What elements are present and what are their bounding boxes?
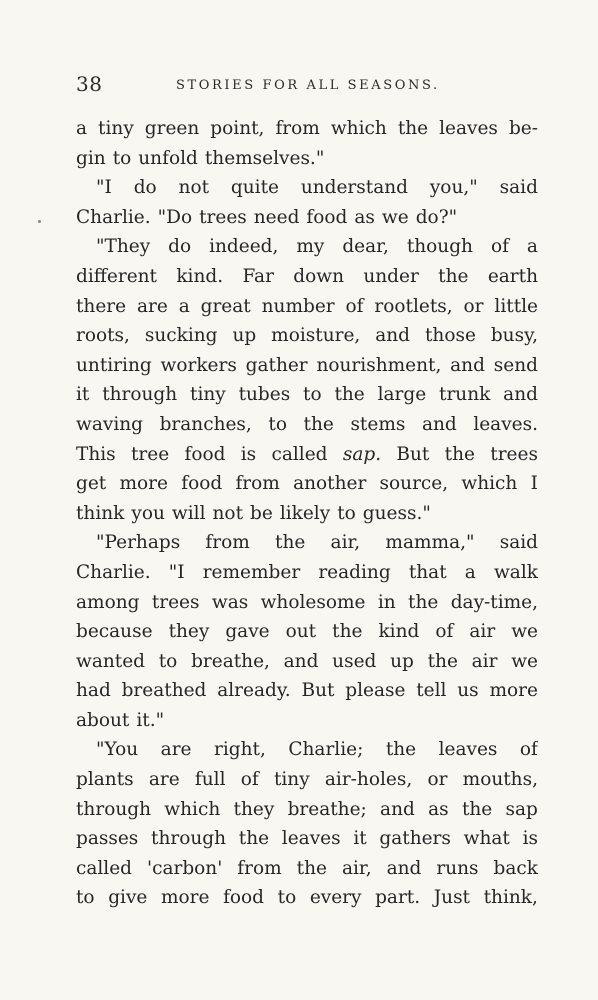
word: from: [237, 857, 282, 879]
word: used: [332, 650, 377, 672]
word: full: [194, 769, 226, 791]
text-line: [76, 440, 538, 470]
word: give: [108, 887, 148, 909]
text-line: [76, 321, 538, 351]
word: tell: [416, 680, 447, 702]
word: "They: [96, 236, 151, 258]
word: the: [334, 384, 365, 406]
word: earth: [487, 265, 538, 287]
word: remember: [202, 561, 301, 583]
word: to: [112, 147, 132, 169]
word: guess.": [362, 502, 431, 524]
word: the: [385, 739, 417, 761]
word: air-holes,: [324, 769, 413, 791]
word: about: [76, 709, 130, 731]
word: trunk: [439, 384, 491, 406]
word: Just: [433, 887, 470, 909]
word: nourishment,: [316, 354, 442, 376]
text-line: [76, 824, 538, 854]
word: to: [277, 887, 297, 909]
word: mouths,: [462, 769, 538, 791]
word: Charlie.: [76, 206, 151, 228]
word: called: [76, 857, 133, 879]
word: more: [119, 473, 168, 495]
word: great: [200, 295, 251, 317]
word: food: [181, 473, 223, 495]
page-number: 38: [76, 72, 103, 96]
word: passes: [76, 828, 139, 850]
word: rootlets,: [374, 295, 453, 317]
word: air: [471, 650, 498, 672]
text-line: [76, 706, 538, 736]
word: branches,: [159, 413, 252, 435]
word: waving: [76, 413, 143, 435]
text-line: [76, 795, 538, 825]
word: runs: [436, 857, 479, 879]
word: air: [469, 621, 496, 643]
word: of: [519, 739, 538, 761]
word: down: [293, 265, 344, 287]
word: will: [171, 502, 206, 524]
word: mamma,": [385, 532, 475, 554]
word: stems: [350, 413, 406, 435]
word: breathe,: [191, 650, 270, 672]
word: point,: [210, 118, 265, 139]
word: 'carbon': [147, 857, 223, 879]
word: kind: [378, 621, 420, 643]
word: a: [178, 295, 190, 317]
word: a: [76, 118, 88, 139]
word: be: [250, 502, 273, 524]
word: green: [144, 118, 200, 139]
word: to: [158, 650, 178, 672]
word: there: [76, 295, 127, 317]
word: through: [151, 828, 227, 850]
word: my: [296, 236, 325, 258]
word: "I: [96, 177, 112, 199]
word: wholesome: [260, 591, 366, 613]
word: send: [493, 354, 538, 376]
word: said: [499, 177, 538, 199]
word: it: [353, 828, 367, 850]
word: breathe;: [287, 798, 367, 820]
word: tiny: [98, 118, 134, 139]
word: the: [438, 265, 469, 287]
word: what: [463, 828, 510, 850]
word: in: [377, 591, 396, 613]
word: back: [493, 857, 538, 879]
word: But: [396, 443, 430, 465]
word: different: [76, 265, 157, 287]
text-line: [76, 588, 538, 618]
word: it.": [136, 709, 165, 731]
word: or: [427, 769, 448, 791]
body-text: [76, 114, 538, 913]
word: through: [102, 384, 178, 406]
word: trees: [199, 206, 247, 228]
word: leaves: [281, 828, 341, 850]
word: and: [450, 354, 485, 376]
word: leaves.: [473, 413, 538, 435]
text-line: [76, 144, 538, 174]
text-line: [76, 410, 538, 440]
word: food: [306, 206, 348, 228]
word: the: [408, 591, 439, 613]
word: gin: [76, 147, 106, 169]
word: those: [424, 325, 476, 347]
word: the: [275, 532, 306, 554]
word: more: [160, 887, 210, 909]
word: the: [444, 443, 475, 465]
word: Far: [242, 265, 274, 287]
word: busy,: [490, 325, 538, 347]
word: which: [461, 473, 518, 495]
word: and: [503, 384, 538, 406]
word: quite: [230, 177, 279, 199]
word: sucking: [144, 325, 218, 347]
word: walk: [493, 561, 538, 583]
word: is: [522, 828, 538, 850]
word: leaves: [438, 739, 498, 761]
word: through: [76, 798, 152, 820]
word: the: [296, 857, 327, 879]
word: had: [76, 680, 111, 702]
word: need: [253, 206, 300, 228]
word: do?": [415, 206, 458, 228]
word: tiny: [190, 384, 226, 406]
word: "You: [96, 739, 139, 761]
word: air,: [341, 857, 372, 879]
text-line: [76, 558, 538, 588]
word: as: [354, 206, 375, 228]
word: "Do: [157, 206, 193, 228]
text-line: [76, 676, 538, 706]
word: you,": [429, 177, 478, 199]
word: Charlie;: [288, 739, 364, 761]
word: wanted: [76, 650, 146, 672]
word: which: [330, 118, 387, 139]
word: every: [309, 887, 362, 909]
word: sap.: [342, 443, 382, 465]
word: to: [268, 413, 287, 435]
word: us: [457, 680, 479, 702]
word: the: [238, 828, 270, 850]
word: was: [211, 591, 249, 613]
word: kind.: [176, 265, 224, 287]
text-line: [76, 883, 538, 913]
word: number: [261, 295, 335, 317]
word: of: [345, 295, 364, 317]
text-line: [76, 735, 538, 765]
word: the: [461, 798, 493, 820]
word: source,: [379, 473, 449, 495]
word: to: [76, 887, 95, 909]
word: tiny: [273, 769, 310, 791]
word: are: [136, 295, 168, 317]
word: roots,: [76, 325, 130, 347]
word: and: [380, 798, 415, 820]
text-line: [76, 262, 538, 292]
word: not: [178, 177, 210, 199]
text-line: [76, 351, 538, 381]
word: workers: [160, 354, 237, 376]
word: themselves.": [204, 147, 325, 169]
word: up: [232, 325, 257, 347]
word: day-time,: [450, 591, 538, 613]
page-header: [76, 72, 538, 102]
word: food: [184, 443, 226, 465]
word: large: [377, 384, 427, 406]
text-line: [76, 617, 538, 647]
word: air,: [330, 532, 361, 554]
word: among: [76, 591, 140, 613]
word: though: [406, 236, 473, 258]
word: tubes: [238, 384, 291, 406]
word: are: [160, 739, 192, 761]
word: not: [212, 502, 244, 524]
text-line: [76, 499, 538, 529]
word: think: [76, 502, 125, 524]
word: we: [381, 206, 409, 228]
word: you: [131, 502, 165, 524]
word: and: [283, 650, 319, 672]
word: tree: [130, 443, 170, 465]
word: untiring: [76, 354, 152, 376]
word: be-: [508, 118, 538, 139]
word: reading: [318, 561, 391, 583]
word: to: [303, 384, 322, 406]
word: gather: [245, 354, 308, 376]
word: please: [345, 680, 406, 702]
word: moisture,: [271, 325, 361, 347]
word: gave: [225, 621, 270, 643]
word: as: [428, 798, 449, 820]
text-line: [76, 854, 538, 884]
word: I: [530, 473, 538, 495]
text-line: [76, 647, 538, 677]
word: under: [363, 265, 419, 287]
word: likely: [279, 502, 331, 524]
text-line: [76, 292, 538, 322]
word: the: [332, 621, 363, 643]
margin-speck: [38, 220, 41, 223]
text-line: [76, 232, 538, 262]
running-head: STORIES FOR ALL SEASONS.: [176, 78, 440, 93]
word: gathers: [379, 828, 451, 850]
word: the: [397, 118, 429, 139]
word: leaves: [439, 118, 498, 139]
word: because: [76, 621, 153, 643]
text-line: [76, 469, 538, 499]
word: "Perhaps: [96, 532, 181, 554]
word: and: [421, 413, 457, 435]
word: we: [511, 621, 538, 643]
word: breathed: [121, 680, 207, 702]
word: from: [275, 118, 320, 139]
word: dear,: [342, 236, 389, 258]
word: more: [489, 680, 538, 702]
word: which: [164, 798, 221, 820]
word: out: [285, 621, 317, 643]
word: a: [464, 561, 476, 583]
word: food: [223, 887, 265, 909]
word: of: [490, 236, 509, 258]
word: do: [168, 236, 192, 258]
text-line: [76, 173, 538, 203]
word: and: [386, 857, 422, 879]
word: unfold: [138, 147, 198, 169]
word: part.: [375, 887, 421, 909]
word: or: [463, 295, 484, 317]
word: from: [205, 532, 250, 554]
word: trees: [151, 591, 200, 613]
word: the: [303, 413, 334, 435]
word: sap: [505, 798, 538, 820]
text-line: [76, 528, 538, 558]
word: But: [301, 680, 335, 702]
text-line: [76, 765, 538, 795]
text-line: [76, 380, 538, 410]
word: to: [337, 502, 356, 524]
word: said: [499, 532, 538, 554]
word: they: [233, 798, 275, 820]
word: "I: [168, 561, 185, 583]
word: already.: [217, 680, 291, 702]
word: another: [293, 473, 367, 495]
word: that: [408, 561, 447, 583]
word: are: [148, 769, 180, 791]
word: think,: [483, 887, 538, 909]
word: get: [76, 473, 107, 495]
word: right,: [214, 739, 266, 761]
text-line: [76, 203, 538, 233]
word: This: [76, 443, 116, 465]
word: from: [235, 473, 280, 495]
word: trees: [490, 443, 538, 465]
word: do: [133, 177, 157, 199]
word: indeed,: [209, 236, 279, 258]
word: a: [526, 236, 538, 258]
word: Charlie.: [76, 561, 151, 583]
word: of: [240, 769, 259, 791]
word: called: [271, 443, 328, 465]
word: little: [494, 295, 538, 317]
word: and: [375, 325, 411, 347]
word: up: [390, 650, 414, 672]
word: we: [511, 650, 538, 672]
word: is: [240, 443, 257, 465]
word: they: [168, 621, 210, 643]
word: of: [435, 621, 454, 643]
word: it: [76, 384, 90, 406]
word: understand: [300, 177, 408, 199]
text-line: [76, 114, 538, 144]
word: plants: [76, 769, 134, 791]
word: the: [427, 650, 458, 672]
